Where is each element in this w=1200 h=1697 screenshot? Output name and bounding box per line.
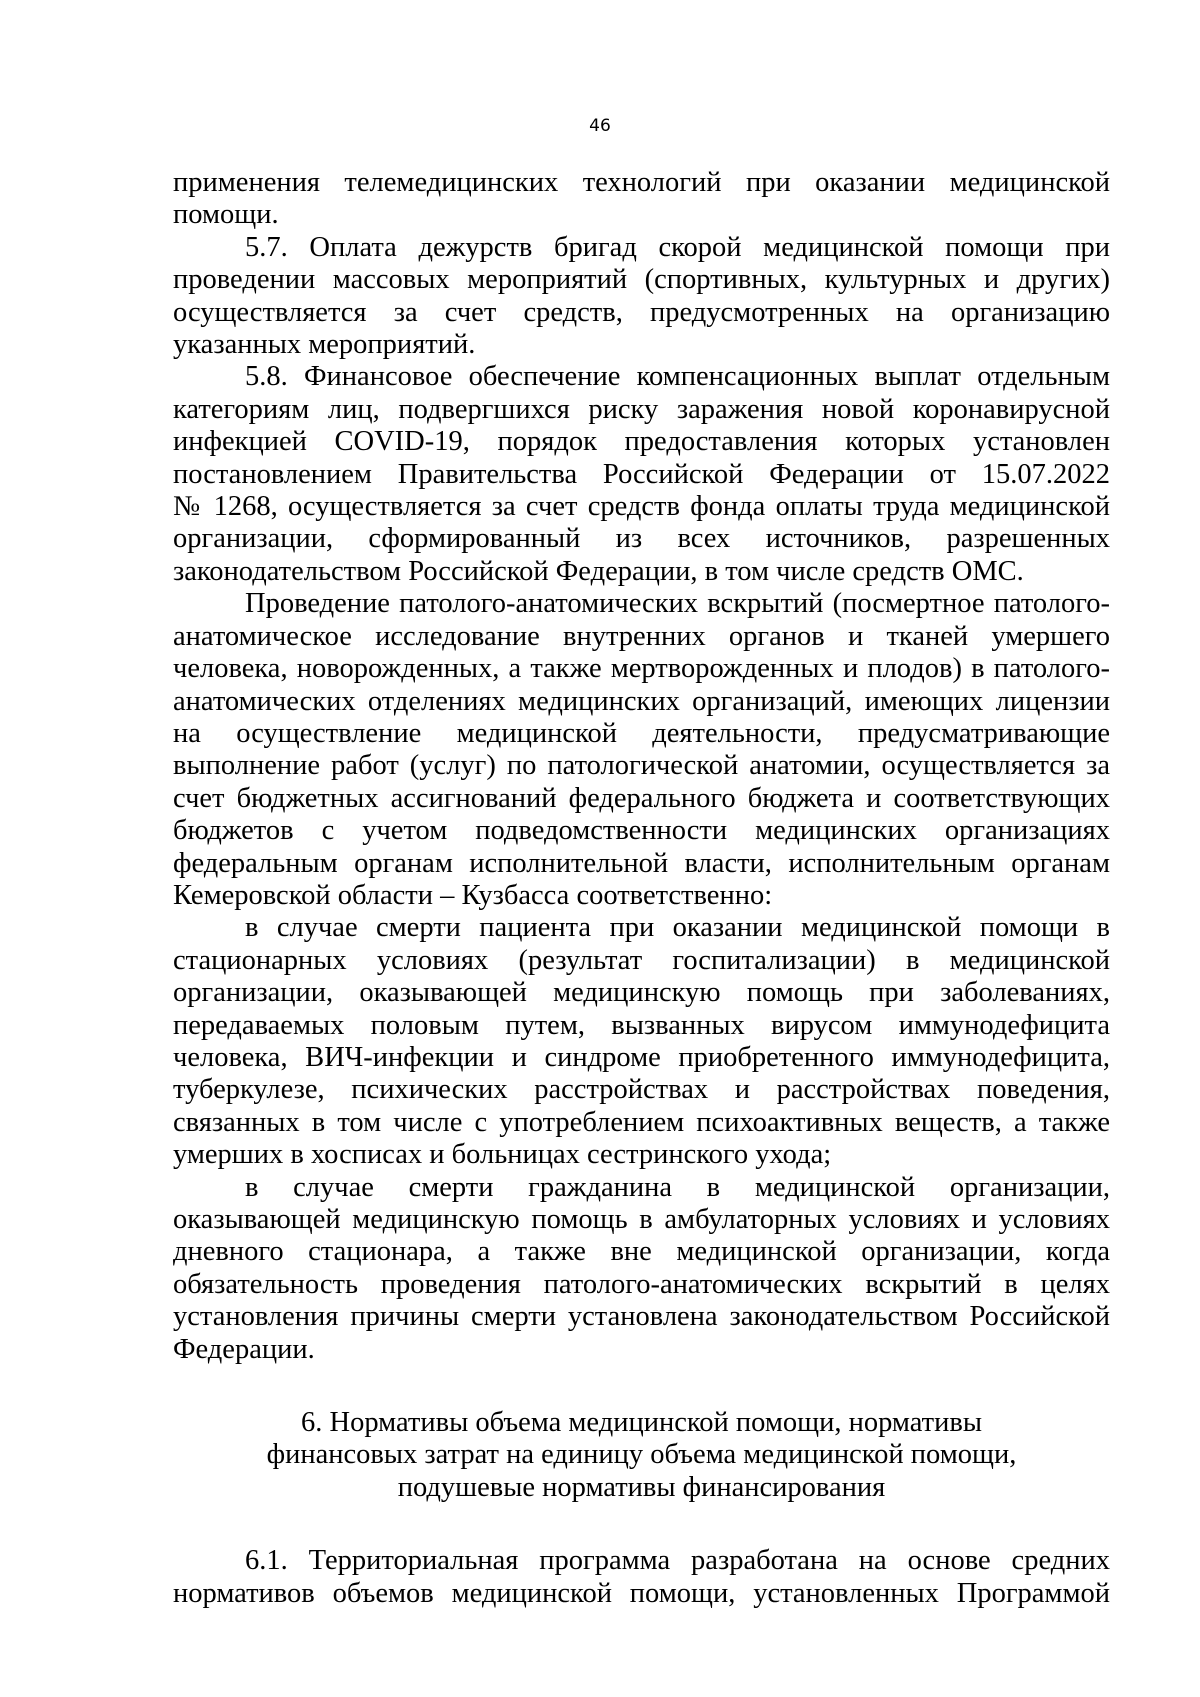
paragraph-case-2 xyxy=(173,1172,1110,1366)
text-line: бюджетов с учетом подведомственности медицинских организациях xyxy=(173,815,1110,847)
text-line: категориям лиц, подвергшихся риску заражения новой коронавирусной xyxy=(173,393,1110,425)
text-line: проведении массовых мероприятий (спортивных, культурных и других) xyxy=(173,264,1110,296)
text-line: постановлением Правительства Российской Федерации от 15.07.2022 xyxy=(173,458,1110,490)
text-line: связанных в том числе с употреблением психоактивных веществ, а также xyxy=(173,1106,1110,1138)
heading-line: 6. Нормативы объема медицинской помощи, нормативы xyxy=(301,1407,982,1439)
paragraph-autopsy xyxy=(173,588,1110,912)
text-line: организации, оказывающей медицинскую помощь при заболеваниях, xyxy=(173,977,1110,1009)
text-line: умерших в хосписах и больницах сестринского ухода; xyxy=(173,1139,832,1171)
text-line: организации, сформированный из всех источников, разрешенных xyxy=(173,523,1110,555)
paragraph-5-7 xyxy=(173,232,1110,362)
text-line: передаваемых половым путем, вызванных вирусом иммунодефицита xyxy=(173,1009,1110,1041)
text-line: 6.1. Территориальная программа разработана на основе средних xyxy=(245,1545,1110,1577)
text-line: на осуществление медицинской деятельности, предусматривающие xyxy=(173,717,1110,749)
text-line: в случае смерти пациента при оказании медицинской помощи в xyxy=(245,912,1110,944)
page-number: 46 xyxy=(589,116,611,136)
text-line: инфекцией COVID-19, порядок предоставления которых установлен xyxy=(173,426,1110,458)
text-line: федеральным органам исполнительной власти, исполнительным органам xyxy=(173,847,1110,879)
text-line: счет бюджетных ассигнований федерального бюджета и соответствующих xyxy=(173,782,1110,814)
text-line: осуществляется за счет средств, предусмотренных на организацию xyxy=(173,296,1110,328)
text-line: анатомических отделениях медицинских организаций, имеющих лицензии xyxy=(173,685,1110,717)
text-line: Кемеровской области – Кузбасса соответственно: xyxy=(173,879,773,911)
heading-line: подушевые нормативы финансирования xyxy=(397,1471,886,1503)
text-line: 5.8. Финансовое обеспечение компенсационных выплат отдельным xyxy=(245,361,1110,393)
text-line: указанных мероприятий. xyxy=(173,329,476,361)
text-line: в случае смерти гражданина в медицинской организации, xyxy=(245,1171,1110,1203)
text-line: законодательством Российской Федерации, в том числе средств ОМС. xyxy=(173,555,1024,587)
paragraph-continuation xyxy=(173,167,1110,232)
text-line: выполнение работ (услуг) по патологической анатомии, осуществляется за xyxy=(173,750,1110,782)
text-line: Федерации. xyxy=(173,1333,315,1365)
text-line: № 1268, осуществляется за счет средств фонда оплаты труда медицинской xyxy=(173,491,1110,523)
heading-line: финансовых затрат на единицу объема медицинской помощи, xyxy=(266,1439,1017,1471)
text-line: туберкулезе, психических расстройствах и расстройствах поведения, xyxy=(173,1074,1110,1106)
text-line: стационарных условиях (результат госпитализации) в медицинской xyxy=(173,944,1110,976)
document-body xyxy=(173,167,1110,1610)
text-line: дневного стационара, а также вне медицинской организации, когда xyxy=(173,1236,1110,1268)
text-line: человека, новорожденных, а также мертворожденных и плодов) в патолого- xyxy=(173,653,1110,685)
text-line: человека, ВИЧ-инфекции и синдроме приобретенного иммунодефицита, xyxy=(173,1041,1110,1073)
section-heading xyxy=(173,1407,1110,1504)
text-line: оказывающей медицинскую помощь в амбулаторных условиях и условиях xyxy=(173,1204,1110,1235)
text-line: анатомическое исследование внутренних органов и тканей умершего xyxy=(173,620,1110,652)
text-line: применения телемедицинских технологий при оказании медицинской xyxy=(173,167,1110,198)
text-line: Проведение патолого-анатомических вскрытий (посмертное патолого- xyxy=(245,588,1110,620)
text-line: нормативов объемов медицинской помощи, установленных Программой xyxy=(173,1577,1110,1609)
text-line: установления причины смерти установлена законодательством Российской xyxy=(173,1301,1110,1333)
text-line: обязательность проведения патолого-анатомических вскрытий в целях xyxy=(173,1268,1110,1300)
text-line: помощи. xyxy=(173,199,279,231)
paragraph-5-8 xyxy=(173,361,1110,588)
paragraph-case-1 xyxy=(173,912,1110,1171)
text-line: 5.7. Оплата дежурств бригад скорой медицинской помощи при xyxy=(245,231,1110,263)
paragraph-6-1 xyxy=(173,1545,1110,1610)
